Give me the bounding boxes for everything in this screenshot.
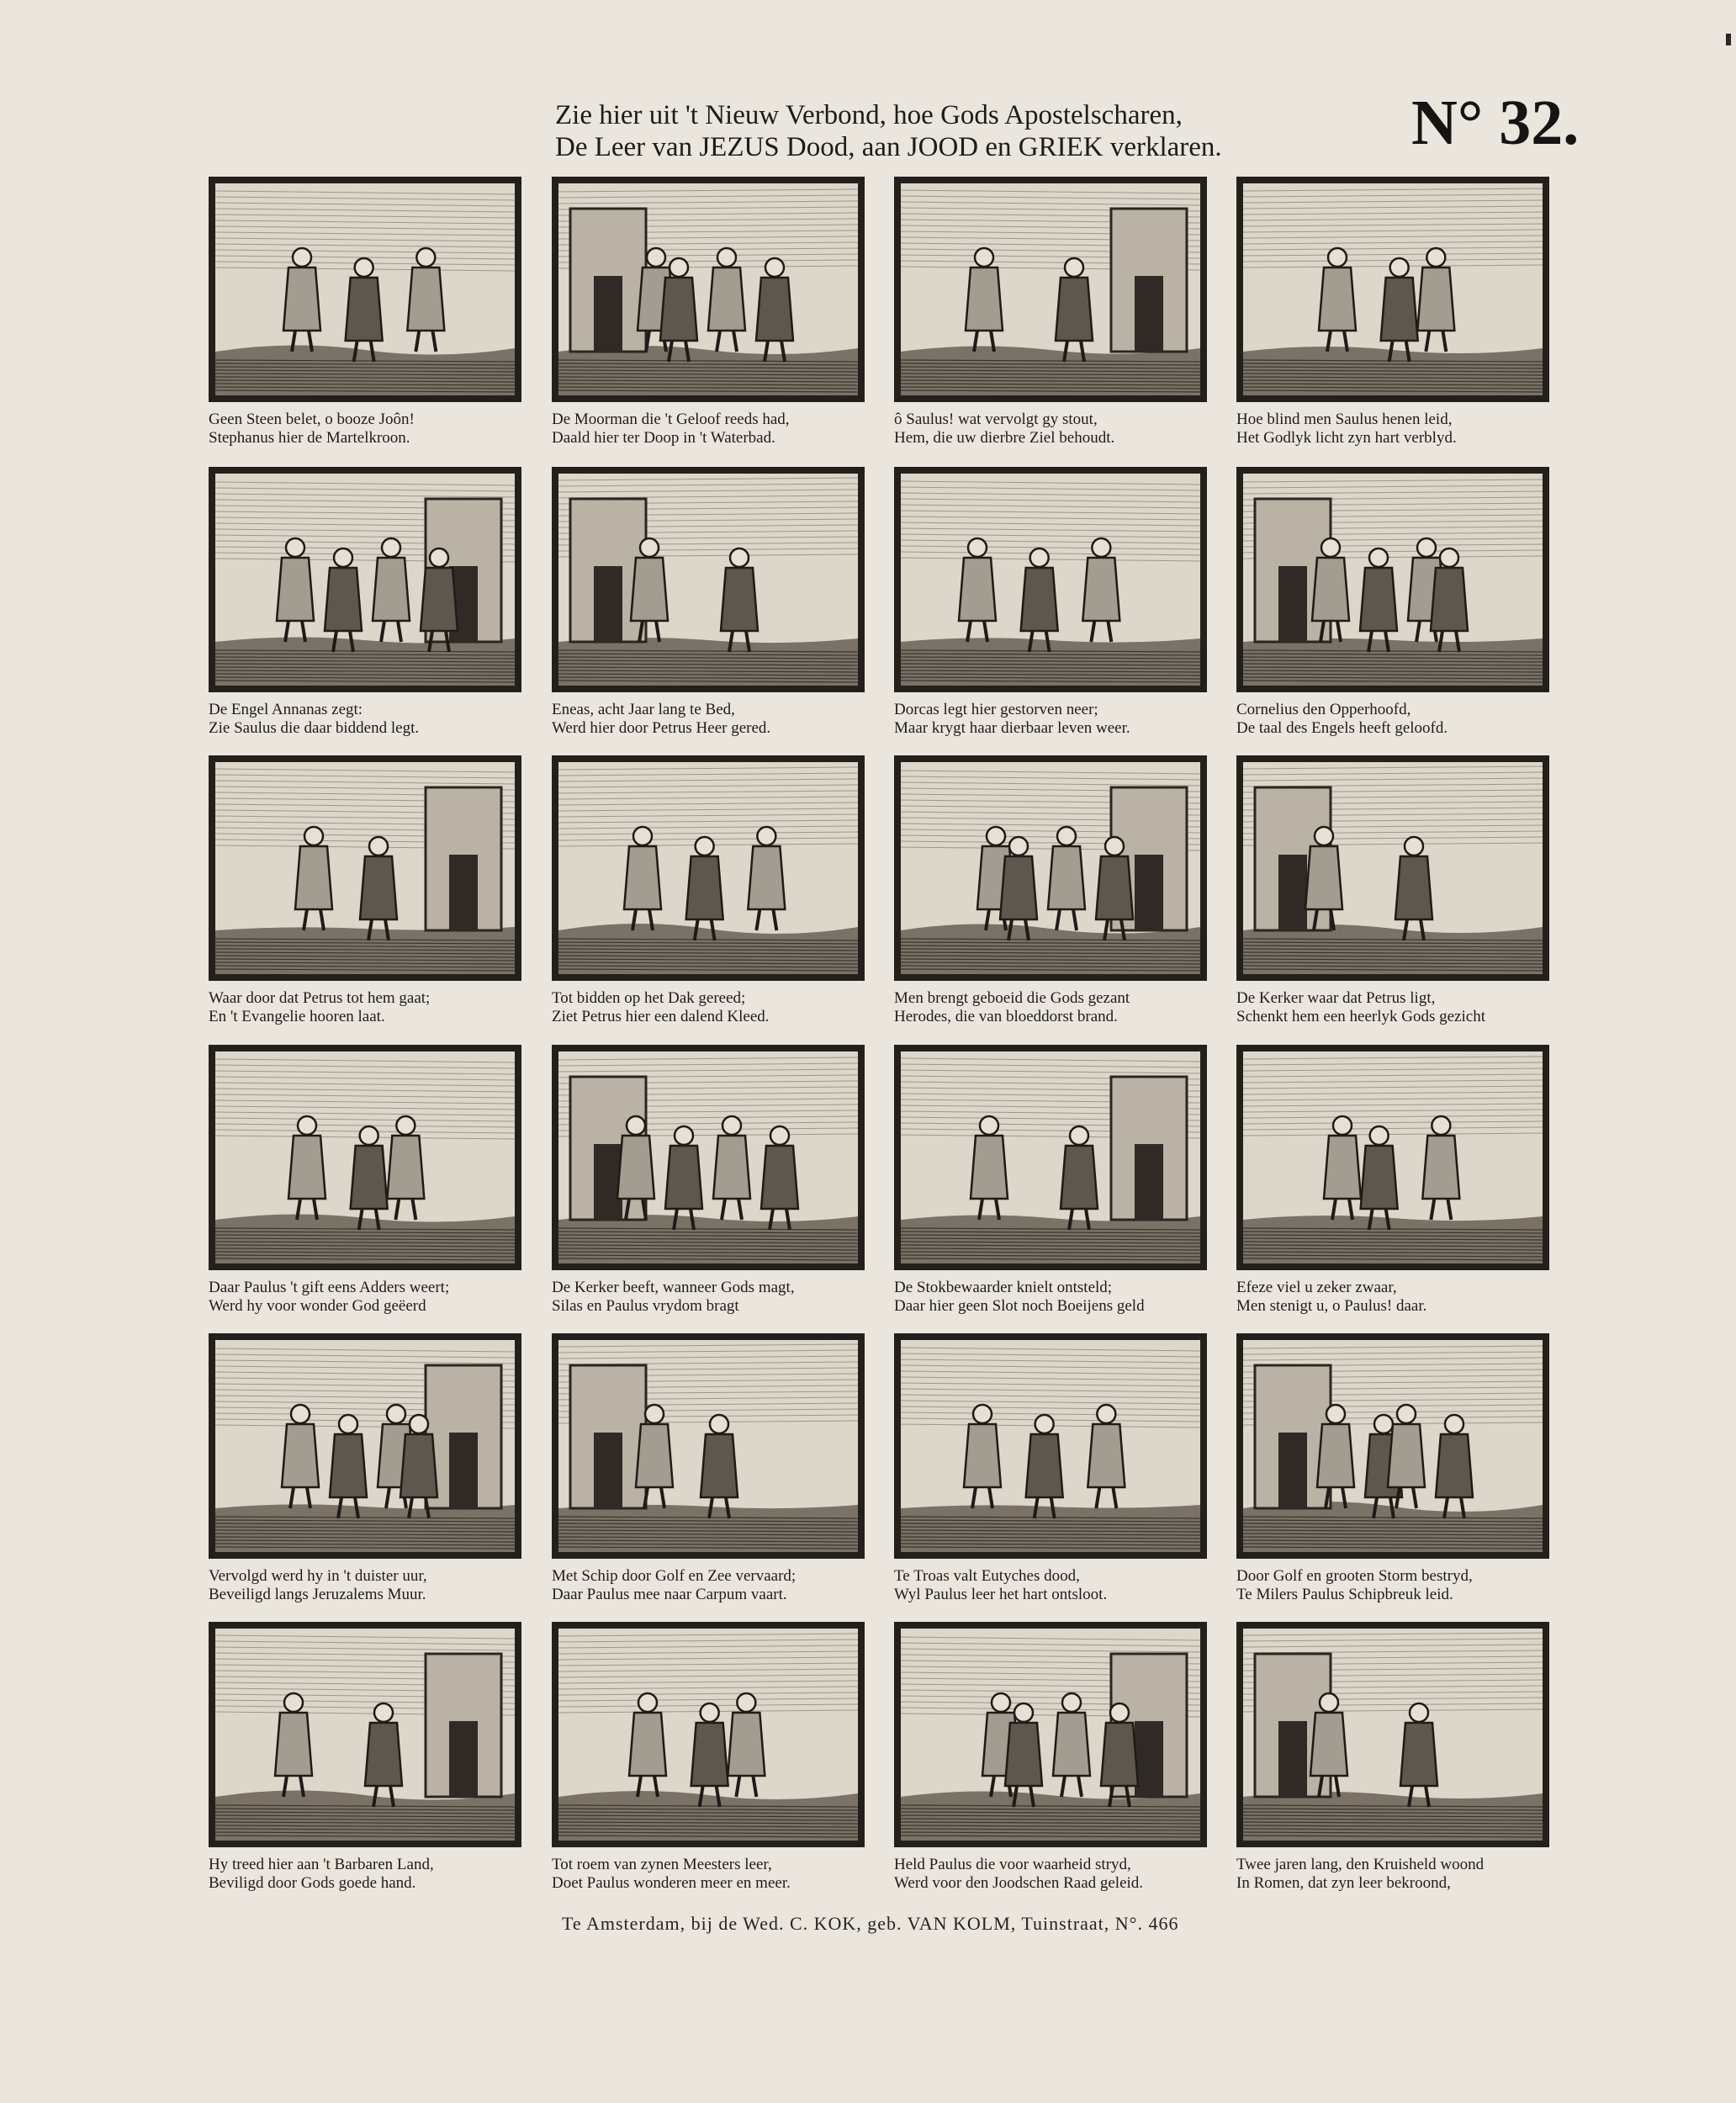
caption-line-2: Daar hier geen Slot noch Boeijens geld: [894, 1297, 1145, 1315]
caption-line-2: Hem, die uw dierbre Ziel behoudt.: [894, 429, 1115, 447]
caption-line-1: Te Troas valt Eutyches dood,: [894, 1567, 1080, 1585]
woodcut-panel-grid: [209, 177, 1554, 1901]
woodcut-scene-icon: [558, 1052, 858, 1263]
panel-woodcut: [894, 1045, 1207, 1270]
panel-woodcut: [552, 177, 865, 402]
panel-caption: [552, 989, 888, 1026]
panel-24: [1236, 1622, 1556, 1909]
woodcut-scene-icon: [901, 1052, 1200, 1263]
panel-caption: [209, 1567, 545, 1604]
panel-caption: [1236, 989, 1573, 1026]
woodcut-scene-icon: [215, 474, 515, 686]
panel-caption: [209, 1856, 545, 1893]
panel-caption: [1236, 1856, 1573, 1893]
panel-22: [552, 1622, 871, 1909]
panel-caption: [1236, 701, 1573, 738]
caption-line-2: In Romen, dat zyn leer bekroond,: [1236, 1874, 1451, 1892]
panel-woodcut: [209, 1045, 521, 1270]
panel-1: [209, 177, 528, 464]
caption-line-1: Vervolgd werd hy in 't duister uur,: [209, 1567, 427, 1585]
woodcut-scene-icon: [1243, 474, 1543, 686]
caption-line-2: De taal des Engels heeft geloofd.: [1236, 719, 1448, 737]
panel-caption: [894, 411, 1231, 448]
caption-line-1: Met Schip door Golf en Zee vervaard;: [552, 1567, 797, 1585]
woodcut-scene-icon: [558, 183, 858, 395]
caption-line-2: Men stenigt u, o Paulus! daar.: [1236, 1297, 1427, 1315]
panel-caption: [552, 1279, 888, 1316]
caption-line-1: Twee jaren lang, den Kruisheld woond: [1236, 1856, 1485, 1873]
caption-line-1: Daar Paulus 't gift eens Adders weert;: [209, 1279, 450, 1296]
panel-21: [209, 1622, 528, 1909]
woodcut-scene-icon: [901, 1340, 1200, 1552]
caption-line-1: De Moorman die 't Geloof reeds had,: [552, 411, 790, 428]
caption-line-1: De Stokbewaarder knielt ontsteld;: [894, 1279, 1113, 1296]
panel-woodcut: [209, 1333, 521, 1559]
panel-caption: [552, 411, 888, 448]
printer-imprint: Te Amsterdam, bij de Wed. C. KOK, geb. VAN KOLM, Tuinstraat, N°. 466: [562, 1913, 1179, 1934]
caption-line-1: Geen Steen belet, o booze Joôn!: [209, 411, 415, 428]
panel-caption: [209, 701, 545, 738]
caption-line-2: Silas en Paulus vrydom bragt: [552, 1297, 739, 1315]
caption-line-2: Daar Paulus mee naar Carpum vaart.: [552, 1586, 787, 1603]
panel-3: [894, 177, 1214, 464]
panel-18: [552, 1333, 871, 1620]
woodcut-scene-icon: [1243, 1340, 1543, 1552]
caption-line-2: Ziet Petrus hier een dalend Kleed.: [552, 1008, 770, 1025]
caption-line-2: Zie Saulus die daar biddend legt.: [209, 719, 420, 737]
panel-4: [1236, 177, 1556, 464]
panel-15: [894, 1045, 1214, 1332]
panel-20: [1236, 1333, 1556, 1620]
woodcut-scene-icon: [1243, 762, 1543, 974]
panel-caption: [209, 989, 545, 1026]
panel-11: [894, 755, 1214, 1042]
caption-line-2: Werd hier door Petrus Heer gered.: [552, 719, 771, 737]
woodcut-scene-icon: [215, 1340, 515, 1552]
panel-woodcut: [894, 755, 1207, 981]
panel-woodcut: [1236, 1622, 1549, 1847]
caption-line-1: ô Saulus! wat vervolgt gy stout,: [894, 411, 1098, 428]
panel-caption: [894, 701, 1231, 738]
caption-line-1: Tot roem van zynen Meesters leer,: [552, 1856, 772, 1873]
panel-woodcut: [209, 1622, 521, 1847]
caption-line-1: Men brengt geboeid die Gods gezant: [894, 989, 1130, 1007]
caption-line-1: Cornelius den Opperhoofd,: [1236, 701, 1411, 718]
panel-caption: [552, 1856, 888, 1893]
panel-2: [552, 177, 871, 464]
panel-8: [1236, 467, 1556, 754]
caption-line-1: Held Paulus die voor waarheid stryd,: [894, 1856, 1131, 1873]
panel-caption: [209, 411, 545, 448]
caption-line-2: Het Godlyk licht zyn hart verblyd.: [1236, 429, 1457, 447]
panel-woodcut: [209, 755, 521, 981]
caption-line-2: Daald hier ter Doop in 't Waterbad.: [552, 429, 775, 447]
panel-14: [552, 1045, 871, 1332]
woodcut-scene-icon: [901, 1629, 1200, 1841]
caption-line-2: Beviligd door Gods goede hand.: [209, 1874, 416, 1892]
panel-17: [209, 1333, 528, 1620]
panel-woodcut: [552, 1622, 865, 1847]
panel-woodcut: [552, 1333, 865, 1559]
woodcut-scene-icon: [215, 762, 515, 974]
caption-line-2: Herodes, die van bloeddorst brand.: [894, 1008, 1118, 1025]
caption-line-1: Door Golf en grooten Storm bestryd,: [1236, 1567, 1473, 1585]
caption-line-2: Doet Paulus wonderen meer en meer.: [552, 1874, 791, 1892]
panel-6: [552, 467, 871, 754]
panel-woodcut: [552, 1045, 865, 1270]
panel-woodcut: [1236, 1333, 1549, 1559]
woodcut-scene-icon: [215, 1052, 515, 1263]
panel-7: [894, 467, 1214, 754]
panel-caption: [894, 1279, 1231, 1316]
paper-edge-mark: [1726, 34, 1731, 45]
panel-woodcut: [552, 467, 865, 692]
caption-line-1: Efeze viel u zeker zwaar,: [1236, 1279, 1397, 1296]
panel-woodcut: [894, 1622, 1207, 1847]
caption-line-2: En 't Evangelie hooren laat.: [209, 1008, 385, 1025]
panel-woodcut: [209, 467, 521, 692]
panel-caption: [1236, 1567, 1573, 1604]
panel-caption: [1236, 411, 1573, 448]
caption-line-1: Eneas, acht Jaar lang te Bed,: [552, 701, 735, 718]
caption-line-1: Hoe blind men Saulus henen leid,: [1236, 411, 1453, 428]
panel-caption: [1236, 1279, 1573, 1316]
woodcut-scene-icon: [901, 762, 1200, 974]
caption-line-2: Beveiligd langs Jeruzalems Muur.: [209, 1586, 426, 1603]
woodcut-scene-icon: [558, 1340, 858, 1552]
caption-line-2: Werd voor den Joodschen Raad geleid.: [894, 1874, 1144, 1892]
caption-line-1: Hy treed hier aan 't Barbaren Land,: [209, 1856, 434, 1873]
panel-woodcut: [1236, 177, 1549, 402]
panel-5: [209, 467, 528, 754]
woodcut-scene-icon: [558, 474, 858, 686]
woodcut-scene-icon: [215, 1629, 515, 1841]
woodcut-scene-icon: [558, 762, 858, 974]
panel-woodcut: [209, 177, 521, 402]
woodcut-scene-icon: [901, 183, 1200, 395]
page-title: [555, 99, 1312, 163]
caption-line-1: De Kerker beeft, wanneer Gods magt,: [552, 1279, 795, 1296]
woodcut-scene-icon: [1243, 1629, 1543, 1841]
panel-19: [894, 1333, 1214, 1620]
woodcut-scene-icon: [215, 183, 515, 395]
woodcut-scene-icon: [558, 1629, 858, 1841]
caption-line-2: Wyl Paulus leer het hart ontsloot.: [894, 1586, 1108, 1603]
panel-23: [894, 1622, 1214, 1909]
caption-line-2: Schenkt hem een heerlyk Gods gezicht: [1236, 1008, 1485, 1025]
panel-woodcut: [1236, 467, 1549, 692]
panel-caption: [894, 989, 1231, 1026]
woodcut-scene-icon: [1243, 183, 1543, 395]
caption-line-1: Waar door dat Petrus tot hem gaat;: [209, 989, 431, 1007]
woodcut-scene-icon: [901, 474, 1200, 686]
caption-line-1: De Kerker waar dat Petrus ligt,: [1236, 989, 1436, 1007]
caption-line-1: Tot bidden op het Dak gereed;: [552, 989, 746, 1007]
caption-line-2: Werd hy voor wonder God geëerd: [209, 1297, 426, 1315]
panel-woodcut: [1236, 755, 1549, 981]
caption-line-2: Te Milers Paulus Schipbreuk leid.: [1236, 1586, 1453, 1603]
caption-line-1: Dorcas legt hier gestorven neer;: [894, 701, 1098, 718]
caption-line-2: Stephanus hier de Martelkroon.: [209, 429, 410, 447]
panel-13: [209, 1045, 528, 1332]
panel-9: [209, 755, 528, 1042]
caption-line-2: Maar krygt haar dierbaar leven weer.: [894, 719, 1130, 737]
panel-woodcut: [894, 1333, 1207, 1559]
panel-caption: [894, 1856, 1231, 1893]
sheet-number: N° 32.: [1411, 87, 1580, 158]
caption-line-1: De Engel Annanas zegt:: [209, 701, 363, 718]
panel-12: [1236, 755, 1556, 1042]
title-line-1: Zie hier uit 't Nieuw Verbond, hoe Gods Apostelscharen,: [555, 100, 1183, 130]
panel-caption: [552, 1567, 888, 1604]
panel-caption: [209, 1279, 545, 1316]
panel-caption: [552, 701, 888, 738]
panel-16: [1236, 1045, 1556, 1332]
panel-woodcut: [894, 467, 1207, 692]
title-line-2: De Leer van JEZUS Dood, aan JOOD en GRIEK verklaren.: [555, 132, 1222, 162]
panel-caption: [894, 1567, 1231, 1604]
panel-woodcut: [552, 755, 865, 981]
panel-10: [552, 755, 871, 1042]
woodcut-scene-icon: [1243, 1052, 1543, 1263]
panel-woodcut: [1236, 1045, 1549, 1270]
panel-woodcut: [894, 177, 1207, 402]
